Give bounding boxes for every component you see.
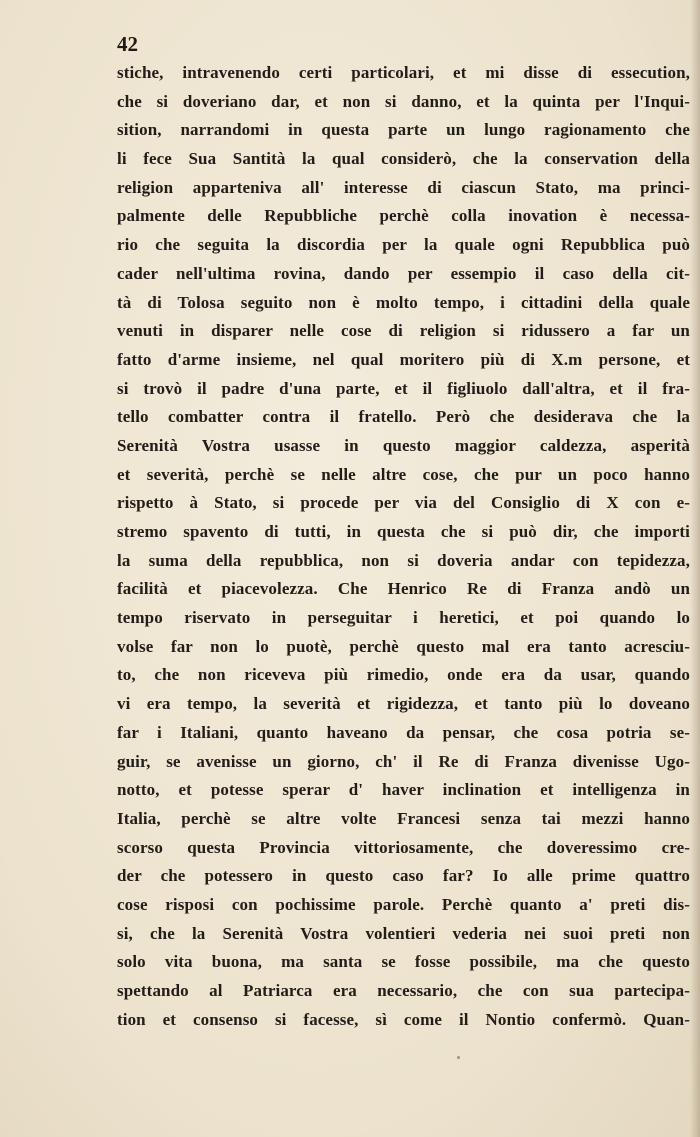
- text-line: rispetto à Stato, si procede per via del Consiglio di X con e-: [117, 493, 690, 513]
- page-number: 42: [117, 32, 138, 56]
- text-line: stiche, intravenendo certi particolari, et mi disse di essecution,: [117, 63, 690, 82]
- text-line: la suma della repubblica, non si doveria andar con tepidezza,: [117, 550, 690, 570]
- text-line: li fece Sua Santità la qual considerò, che la conservation della: [117, 149, 690, 169]
- page-edge-shadow: [690, 0, 700, 1137]
- text-line: tempo riservato in perseguitar i heretici, et poi quando lo: [117, 608, 690, 628]
- text-line: der che potessero in questo caso far? Io alle prime quattro: [117, 866, 690, 886]
- text-line: rio che seguita la discordia per la quale ogni Repubblica può: [117, 235, 690, 255]
- text-line: et severità, perchè se nelle altre cose, che pur un poco hanno: [117, 464, 690, 484]
- text-line: tion et consenso si facesse, sì come il Nontio confermò. Quan-: [117, 1009, 690, 1029]
- text-line: guir, se avenisse un giorno, ch' il Re di Franza divenisse Ugo-: [117, 751, 690, 771]
- text-line: sition, narrandomi in questa parte un lungo ragionamento che: [117, 120, 690, 140]
- text-line: to, che non riceveva più rimedio, onde era da usar, quando: [117, 665, 690, 685]
- text-line: scorso questa Provincia vittoriosamente, che doveressimo cre-: [117, 837, 690, 857]
- text-line: cader nell'ultima rovina, dando per essempio il caso della cit-: [117, 263, 690, 283]
- text-line: spettando al Patriarca era necessario, che con sua partecipa-: [117, 981, 690, 1000]
- text-line: si, che la Serenità Vostra volentieri vederia nei suoi preti non: [117, 923, 690, 943]
- text-line: Italia, perchè se altre volte Francesi senza tai mezzi hanno: [117, 808, 690, 828]
- text-line: notto, et potesse sperar d' haver inclination et intelligenza in: [117, 780, 690, 800]
- body-text: [117, 59, 690, 1034]
- text-line: tello combatter contra il fratello. Però che desiderava che la: [117, 407, 690, 427]
- text-line: volse far non lo puotè, perchè questo mal era tanto acresciu-: [117, 636, 690, 656]
- text-line: facilità et piacevolezza. Che Henrico Re di Franza andò un: [117, 579, 690, 599]
- text-line: Serenità Vostra usasse in questo maggior caldezza, asperità: [117, 435, 690, 455]
- text-line: che si doveriano dar, et non si danno, et la quinta per l'Inqui-: [117, 91, 690, 111]
- text-line: vi era tempo, la severità et rigidezza, et tanto più lo doveano: [117, 694, 690, 714]
- text-line: cose risposi con pochissime parole. Perchè quanto a' preti dis-: [117, 894, 690, 914]
- paper-speck: [457, 1056, 460, 1059]
- text-line: solo vita buona, ma santa se fosse possibile, ma che questo: [117, 952, 690, 972]
- text-line: venuti in disparer nelle cose di religion si ridussero a far un: [117, 321, 690, 341]
- text-line: far i Italiani, quanto haveano da pensar, che cosa potria se-: [117, 722, 690, 742]
- text-line: fatto d'arme insieme, nel qual moritero più di X.m persone, et: [117, 349, 690, 369]
- text-line: tà di Tolosa seguito non è molto tempo, i cittadini della quale: [117, 292, 690, 312]
- text-line: palmente delle Repubbliche perchè colla inovation è necessa-: [117, 206, 690, 226]
- text-line: stremo spavento di tutti, in questa che si può dir, che importi: [117, 522, 690, 541]
- text-line: si trovò il padre d'una parte, et il figliuolo dall'altra, et il fra-: [117, 378, 690, 398]
- text-line: religion apparteniva all' interesse di ciascun Stato, ma princi-: [117, 177, 690, 197]
